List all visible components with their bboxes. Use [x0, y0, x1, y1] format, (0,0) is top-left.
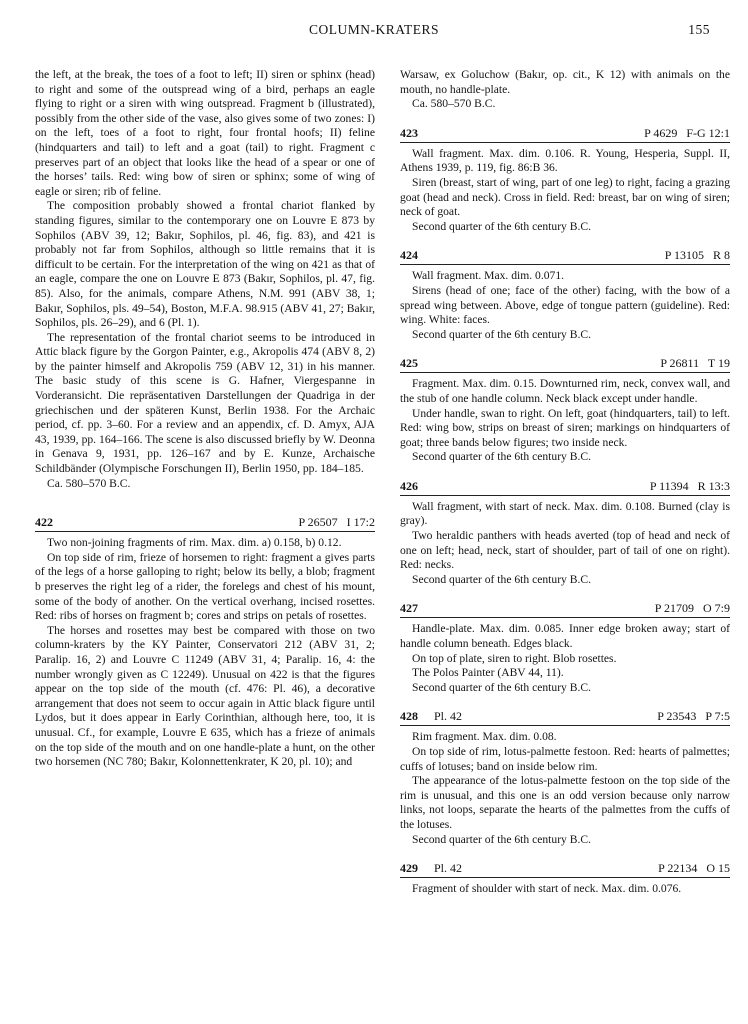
entry-number: 429	[400, 861, 418, 876]
paragraph: Siren (breast, start of wing, part of one leg) to right, facing a grazing goat (head and neck). Cross in field. Red: breast, bar on wing of siren; neck of goat.	[400, 175, 730, 219]
inventory-number: P 11394 R 13:3	[649, 478, 730, 493]
date-line: Second quarter of the 6th century B.C.	[412, 680, 592, 694]
entry-number: 428	[400, 709, 418, 724]
page-number: 155	[688, 22, 710, 37]
inventory-number: P 26507 I 17:2	[298, 515, 375, 530]
running-header	[0, 22, 748, 44]
paragraph: Wall fragment. Max. dim. 0.106. R. Young, Hesperia, Suppl. II, Athens 1939, p. 119, fig. 86:B 36.	[400, 146, 730, 175]
paragraph: On top of plate, siren to right. Blob rosettes.	[412, 651, 617, 665]
paragraph: The representation of the frontal chariot seems to be introduced in Attic black figure by the Gorgon Painter, e.g., Akropolis 474 (ABV 8, 2) by the painter himself and Akropolis 759 (ABV 12, 31) in his manner. The basic study of this scene is G. Hafner, Viergespanne in Vorderansicht. Die repräsentativen Darstellungen der Quadriga in der griechischen und der späteren Kunst, Berlin 1938. For the Archaic period, cf. pp. 3–60. For a review and an appendix, cf. D. Amyx, AJA 43, 1939, pp. 164–166. The scene is also discussed briefly by W. Deonna in Genava 9, 1931, pp. 126–167 and by E. Kunze, Archaische Schildbänder (Olympische Forschungen II), Berlin 1950, pp. 184–185.	[35, 330, 375, 476]
date-line: Second quarter of the 6th century B.C.	[412, 832, 592, 846]
paragraph: Two non-joining fragments of rim. Max. dim. a) 0.158, b) 0.12.	[47, 536, 342, 550]
paragraph: The horses and rosettes may best be compared with those on two column-kraters by the KY Painter, Conservatori 212 (ABV 31, 2; Paralip. 16, 2) and Louvre C 11249 (ABV 31, 4; Paralip. 16, 4: the number wrongly given as C 12249). Unusual on 422 is that the figures appear on the top side of the mouth (cf. 476: Pl. 46), a decorative arrangement that does not seem to occur again in Attic black figure until Lydos, but it does appear in Early Corinthian, although here, too, it is unusual. Cf., for example, Louvre E 635, which has a frieze of animals on the top side of the mouth and on one handle-plate a hunt, on the other two horsemen (NC 780; Bakır, Kolonnettenkrater, K 20, pl. 10); and	[35, 623, 375, 769]
entry-number: 427	[400, 601, 418, 616]
entry-number: 424	[400, 248, 418, 263]
entry-number: 422	[35, 515, 53, 530]
paragraph: Handle-plate. Max. dim. 0.085. Inner edge broken away; start of handle column beneath. Edges black.	[400, 622, 730, 651]
paragraph: Wall fragment. Max. dim. 0.071.	[412, 269, 565, 283]
paragraph: On top side of rim, frieze of horsemen to right: fragment a gives parts of the legs of a horse galloping to right; below its belly, a blob; fragment b preserves the right leg of a rider, the forelegs and chest of his mount, some of the body of another. On the vertical overhang, incised rosettes. Red: ribs of horses on fragment b; cores and strips on petals of rosettes.	[35, 550, 375, 623]
paragraph: The appearance of the lotus-palmette festoon on the top side of the rim is unusual, and this one is an odd version because only narrow links, not loops, separate the hearts of the palmettes from the cuffs of the lotuses.	[400, 774, 730, 831]
paragraph: Warsaw, ex Goluchow (Bakır, op. cit., K 12) with animals on the mouth, no handle-plate.	[400, 68, 730, 96]
paragraph: Fragment. Max. dim. 0.15. Downturned rim, neck, convex wall, and the stub of one handle column. Neck black except under handle.	[400, 377, 730, 405]
catalogue-entry-header	[400, 248, 730, 265]
date-line: Second quarter of the 6th century B.C.	[412, 219, 592, 233]
paragraph: Rim fragment. Max. dim. 0.08.	[412, 730, 557, 744]
paragraph: On top side of rim, lotus-palmette festoon. Red: hearts of palmettes; cuffs of lotuses; band on inside below rim.	[400, 745, 730, 773]
paragraph: The composition probably showed a frontal chariot flanked by standing figures, similar to the contemporary one on Louvre E 873 by Sophilos (ABV 39, 12; Bakır, Sophilos, pl. 46, fig. 83), and 421 is probably not far from Sophilos, although so little remains that it is difficult to be certain. For the interpretation of the wing on 421 as that of an eagle, compare the one on Louvre E 873 (Bakır, Sophilos, pl. 47, fig. 85). Also, for the animals, compare Athens, N.M. 991 (ABV 38, 1; Bakır, Sophilos, pls. 49–54), Boston, M.F.A. 98.915 (ABV 41, 27; Bakır, Sophilos, pls. 26–29), and 6 (Pl. 1).	[35, 199, 375, 330]
inventory-number: P 23543 P 7:5	[657, 709, 730, 724]
paragraph: Wall fragment, with start of neck. Max. dim. 0.108. Burned (clay is gray).	[400, 499, 730, 528]
paragraph: Under handle, swan to right. On left, goat (hindquarters, tail) to left. Red: wing bow, strips on breast of siren; markings on hindquarters of goat; three bands below figures; two inside neck.	[400, 406, 730, 449]
date-line: Ca. 580–570 B.C.	[47, 476, 131, 490]
running-title: COLUMN-KRATERS	[308, 22, 439, 37]
inventory-number: P 22134 O 15	[658, 861, 730, 876]
plate-reference: Pl. 42	[434, 709, 463, 724]
date-line: Second quarter of the 6th century B.C.	[412, 572, 592, 586]
inventory-number: P 26811 T 19	[660, 356, 730, 371]
inventory-number: P 21709 O 7:9	[654, 601, 730, 616]
catalogue-entry-header	[400, 126, 730, 143]
right-column	[400, 68, 730, 897]
plate-reference: Pl. 42	[434, 861, 463, 876]
catalogue-entry-header	[400, 861, 730, 878]
catalogue-entry-header	[400, 356, 730, 373]
catalogue-entry-header	[400, 601, 730, 618]
date-line: Ca. 580–570 B.C.	[412, 97, 496, 111]
date-line: Second quarter of the 6th century B.C.	[412, 450, 592, 464]
left-column	[35, 68, 375, 770]
catalogue-entry-header	[400, 479, 730, 496]
paragraph: Sirens (head of one; face of the other) facing, with the bow of a spread wing between. Above, edge of tongue pattern (guideline). Red: wing. White: faces.	[400, 283, 730, 327]
entry-number: 426	[400, 478, 418, 493]
catalogue-entry-header	[400, 709, 730, 726]
paragraph: The Polos Painter (ABV 44, 11).	[412, 666, 564, 680]
paragraph: the left, at the break, the toes of a foot to left; II) siren or sphinx (head) to right and some of the outspread wing of a bird, perhaps an eagle flying to right or a siren with wing outspread. Fragment b (illustrated), possibly from the other side of the vase, also gives some of two zones: I) on the left, toes of a foot to right, four frontal hoofs; II) feline (hindquarters and tail) to left and a goat (tail) to right. Fragment c preserves part of an object that looks like the head of a spear or one of the horses’ tails. Red: wing bow of siren or sphinx; some of wing of eagle or siren; rib of feline.	[35, 68, 375, 198]
entry-number: 423	[400, 125, 418, 140]
date-line: Second quarter of the 6th century B.C.	[412, 327, 592, 341]
inventory-number: P 13105 R 8	[664, 248, 730, 263]
catalogue-entries	[400, 126, 730, 897]
inventory-number: P 4629 F-G 12:1	[644, 125, 730, 140]
entry-number: 425	[400, 356, 418, 371]
paragraph: Two heraldic panthers with heads averted (top of head and neck of one on left; head, neck, start of shoulder, part of tail of one on right). Red: necks.	[400, 529, 730, 572]
catalogue-entry-header	[35, 515, 375, 532]
paragraph: Fragment of shoulder with start of neck. Max. dim. 0.076.	[412, 882, 682, 896]
